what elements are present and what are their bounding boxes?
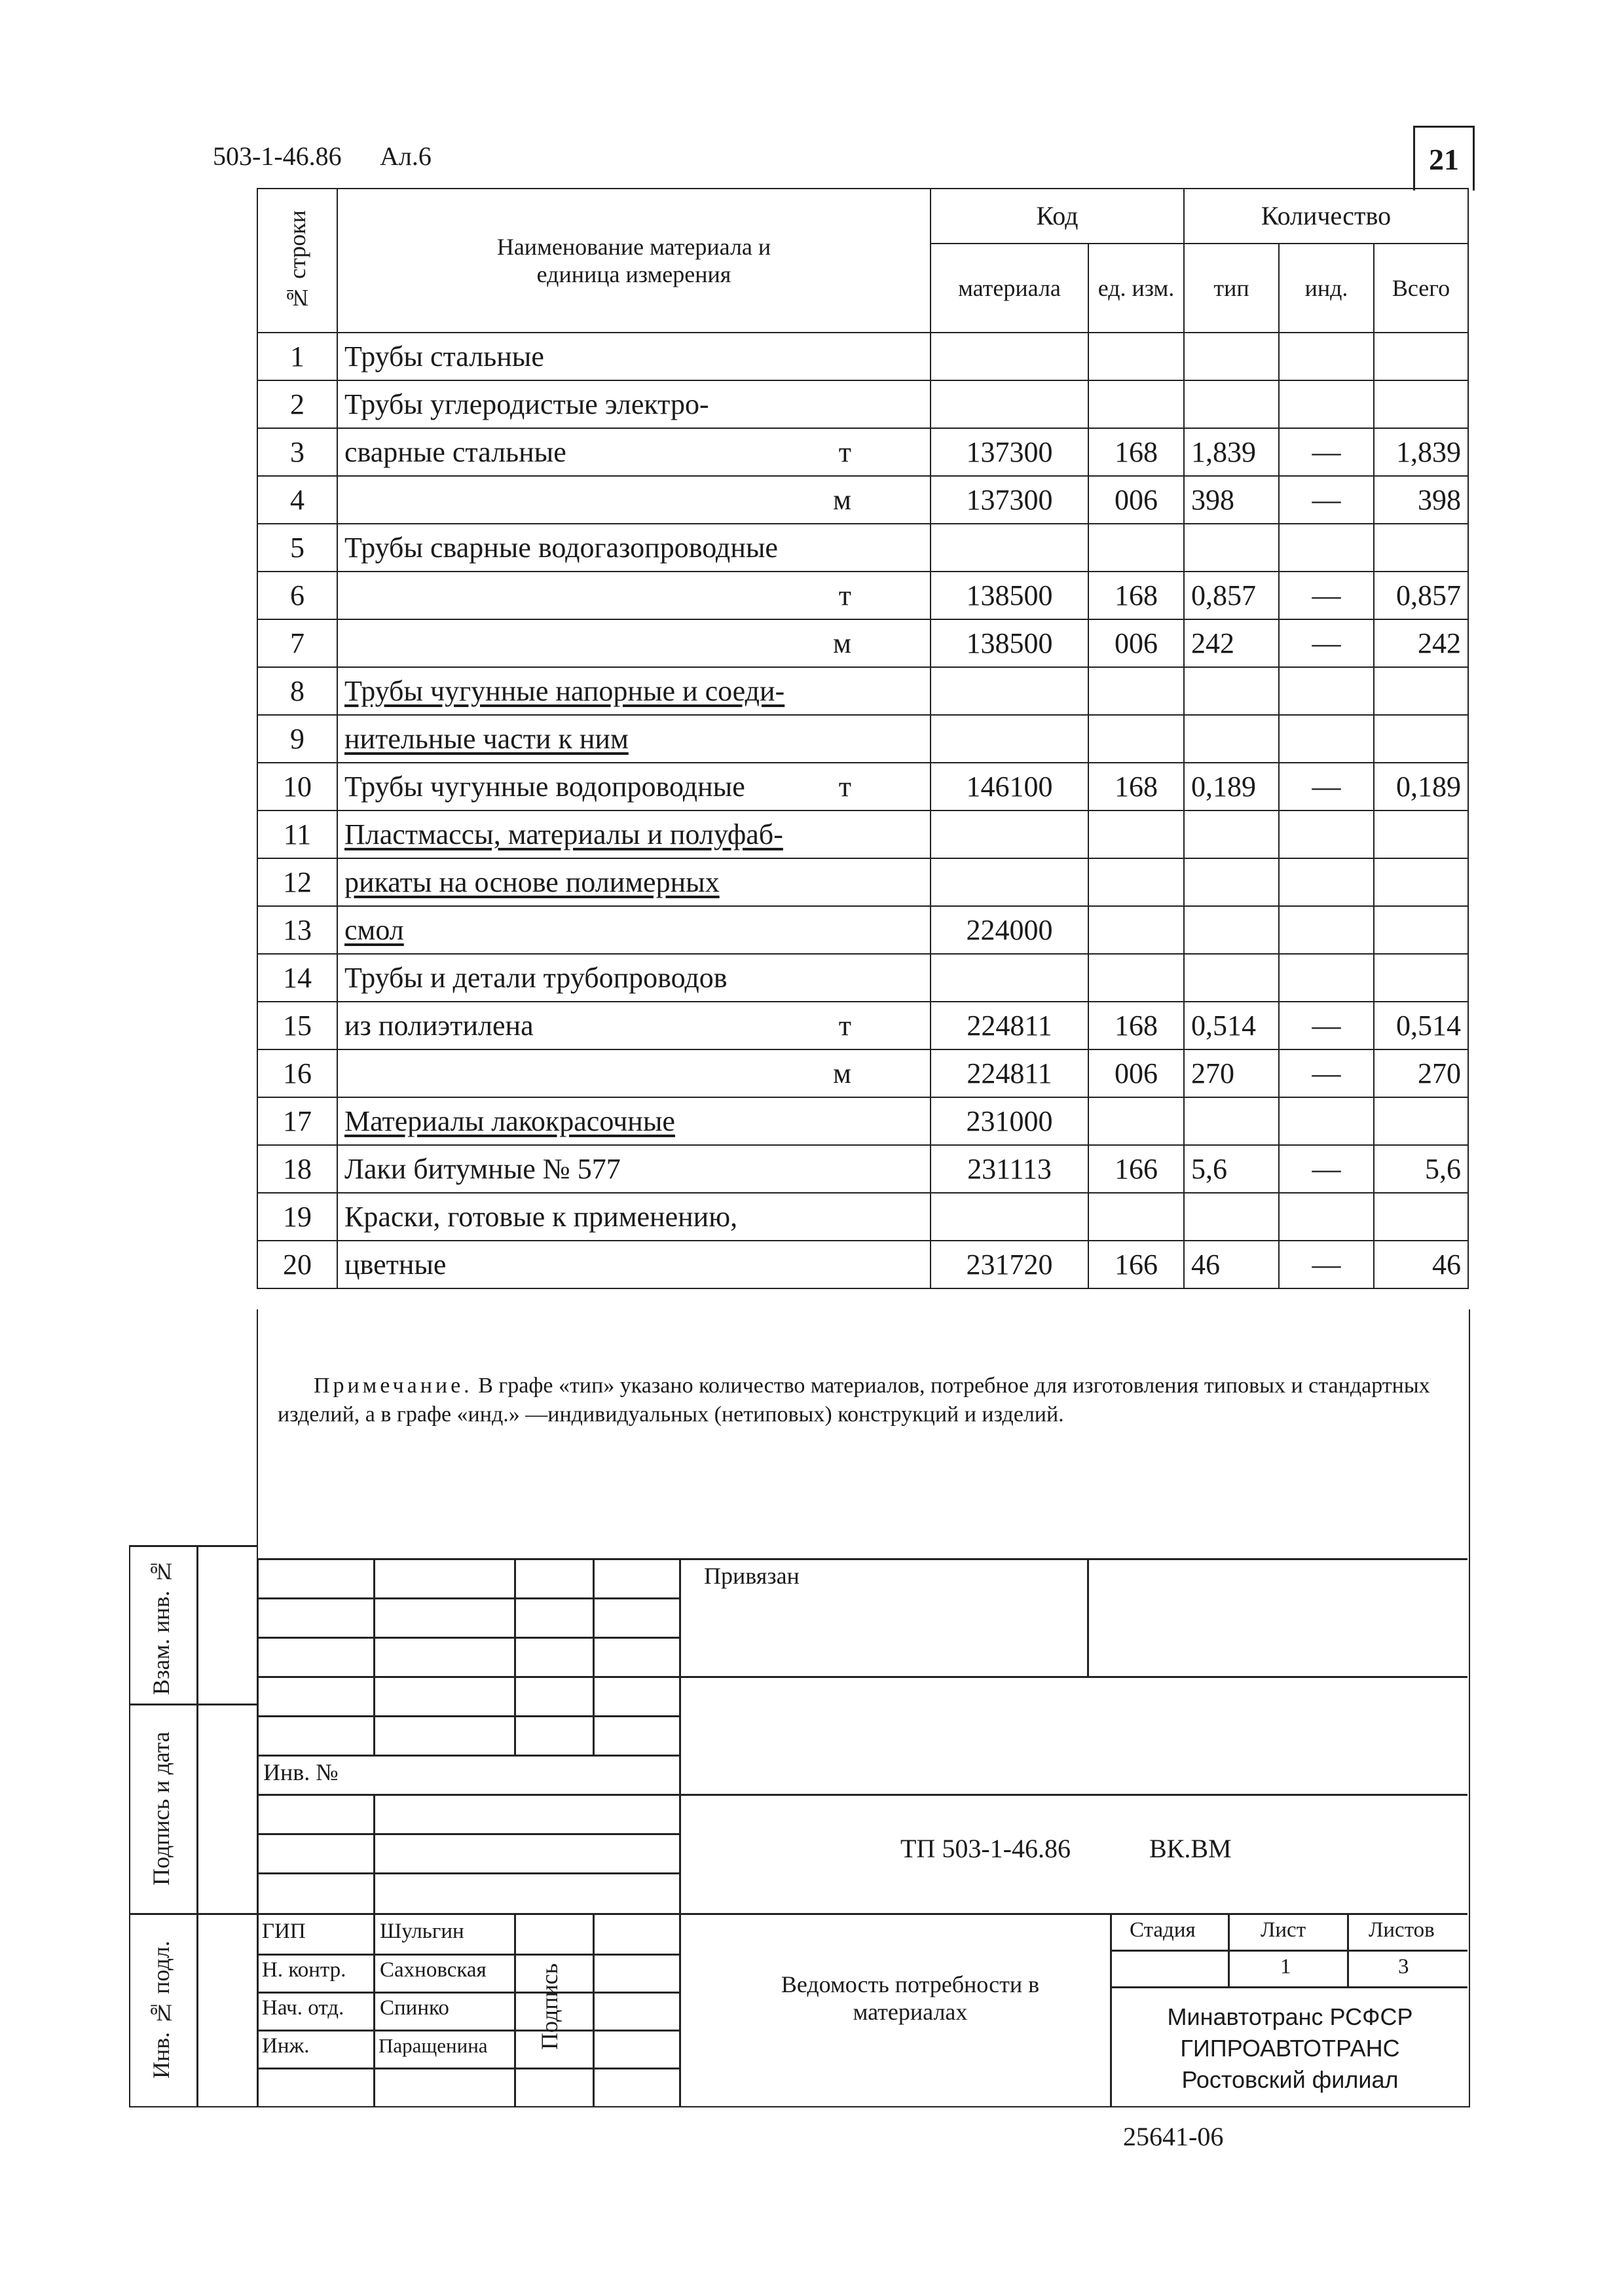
qty-ind <box>1279 811 1374 858</box>
unit-letter <box>851 340 923 373</box>
qty-typ: 46 <box>1184 1241 1279 1288</box>
material-code <box>931 333 1088 380</box>
material-name-cell <box>337 858 931 906</box>
qty-typ: 5,6 <box>1184 1145 1279 1193</box>
row-number: 20 <box>257 1241 337 1288</box>
note <box>278 1372 1456 1429</box>
qty-typ: 242 <box>1184 619 1279 667</box>
unit-letter <box>851 674 923 708</box>
table-row <box>257 763 1468 811</box>
row-number: 3 <box>257 428 337 476</box>
material-name-cell <box>337 715 931 763</box>
qty-ind <box>1279 954 1374 1002</box>
unit-letter <box>851 722 923 756</box>
material-name: Трубы стальные <box>344 340 544 373</box>
qty-total <box>1374 667 1468 715</box>
unit-letter <box>851 961 923 994</box>
material-code: 138500 <box>931 572 1088 619</box>
material-name: Трубы углеродистые электро- <box>344 388 709 420</box>
table-row <box>257 811 1468 858</box>
qty-total <box>1374 380 1468 428</box>
unit-code <box>1088 715 1184 763</box>
name-engineer: Паращенина <box>378 2034 488 2057</box>
material-name-cell <box>337 572 931 619</box>
qty-ind: — <box>1279 1002 1374 1049</box>
unit-letter <box>851 913 923 947</box>
material-code: 224811 <box>931 1049 1088 1097</box>
material-name: Материалы лакокрасочные <box>344 1105 675 1137</box>
material-name: рикаты на основе полимерных <box>344 866 720 898</box>
material-name: Трубы чугунные водопроводные <box>344 771 745 803</box>
unit-code <box>1088 1193 1184 1241</box>
table-row <box>257 1241 1468 1288</box>
note-text: В графе «тип» указано количество материалов, потребное для изготовления типовых и стандартных изделий, а в графе «инд.» —индивидуальных (нетиповых) конструкций и изделий. <box>278 1374 1430 1427</box>
row-number: 2 <box>257 380 337 428</box>
table-row <box>257 572 1468 619</box>
document-title: Ведомость потребности в материалах <box>781 1971 1040 2025</box>
table-row <box>257 906 1468 954</box>
material-name-cell <box>337 763 931 811</box>
material-code <box>931 524 1088 572</box>
qty-total <box>1374 858 1468 906</box>
qty-total: 0,857 <box>1374 572 1468 619</box>
org-institute: ГИПРОАВТОТРАНС <box>1180 2035 1400 2062</box>
material-code: 137300 <box>931 476 1088 524</box>
qty-ind: — <box>1279 1145 1374 1193</box>
qty-ind <box>1279 715 1374 763</box>
org-ministry: Минавтотранс РСФСР <box>1167 2003 1413 2030</box>
document-code: 503-1-46.86 <box>213 141 342 171</box>
qty-total <box>1374 1193 1468 1241</box>
header-material-code: материала <box>931 244 1088 333</box>
qty-total: 242 <box>1374 619 1468 667</box>
material-name-cell <box>337 811 931 858</box>
unit-code: 168 <box>1088 1002 1184 1049</box>
qty-total <box>1374 524 1468 572</box>
qty-total: 0,514 <box>1374 1002 1468 1049</box>
material-name-cell <box>337 1097 931 1145</box>
qty-total: 46 <box>1374 1241 1468 1288</box>
unit-code: 006 <box>1088 1049 1184 1097</box>
table-row <box>257 715 1468 763</box>
unit-letter: т <box>838 436 851 468</box>
unit-letter: т <box>838 579 851 611</box>
header-ind: инд. <box>1279 244 1374 333</box>
qty-total: 398 <box>1374 476 1468 524</box>
qty-ind <box>1279 333 1374 380</box>
unit-code <box>1088 380 1184 428</box>
material-name-cell <box>337 906 931 954</box>
qty-ind <box>1279 858 1374 906</box>
unit-letter <box>851 1104 923 1138</box>
material-code <box>931 811 1088 858</box>
unit-code: 168 <box>1088 428 1184 476</box>
unit-letter: т <box>838 1010 851 1042</box>
qty-typ: 0,857 <box>1184 572 1279 619</box>
material-name: нительные части к ним <box>344 723 629 755</box>
material-name-cell <box>337 619 931 667</box>
material-name: смол <box>344 914 404 946</box>
row-number: 4 <box>257 476 337 524</box>
row-number: 18 <box>257 1145 337 1193</box>
qty-typ: 1,839 <box>1184 428 1279 476</box>
sheet-value: 1 <box>1280 1955 1291 1978</box>
material-code <box>931 954 1088 1002</box>
table-row <box>257 1002 1468 1049</box>
unit-letter: т <box>838 771 851 803</box>
name-gip: Шульгин <box>380 1920 464 1943</box>
row-number: 12 <box>257 858 337 906</box>
qty-typ <box>1184 667 1279 715</box>
material-code: 138500 <box>931 619 1088 667</box>
name-dept-head: Спинко <box>380 1996 449 2020</box>
unit-code: 168 <box>1088 572 1184 619</box>
material-name-cell <box>337 667 931 715</box>
header-row-number: № строки <box>257 189 337 333</box>
side-label-replaced-inv: Взам. инв. № <box>148 1558 174 1696</box>
qty-total <box>1374 906 1468 954</box>
qty-ind: — <box>1279 476 1374 524</box>
table-row <box>257 1193 1468 1241</box>
attached-label: Привязан <box>704 1563 800 1589</box>
sheets-value: 3 <box>1398 1955 1409 1978</box>
qty-ind <box>1279 906 1374 954</box>
table-row <box>257 333 1468 380</box>
role-norm-control: Н. контр. <box>262 1958 346 1982</box>
material-name-cell <box>337 524 931 572</box>
qty-total <box>1374 333 1468 380</box>
unit-code: 006 <box>1088 619 1184 667</box>
material-name: Краски, готовые к применению, <box>344 1201 738 1233</box>
unit-letter <box>851 818 923 851</box>
album-number: Ал.6 <box>380 141 432 171</box>
table-row <box>257 1097 1468 1145</box>
qty-typ <box>1184 811 1279 858</box>
material-name-cell <box>337 1193 931 1241</box>
qty-total <box>1374 1097 1468 1145</box>
material-code: 231000 <box>931 1097 1088 1145</box>
material-name-cell <box>337 1241 931 1288</box>
role-dept-head: Нач. отд. <box>262 1996 344 2020</box>
unit-letter <box>851 866 923 899</box>
material-name-cell <box>337 380 931 428</box>
qty-total: 0,189 <box>1374 763 1468 811</box>
material-code <box>931 715 1088 763</box>
stage-label: Стадия <box>1130 1918 1196 1942</box>
side-label-original-inv: Инв. № подл. <box>148 1941 174 2079</box>
material-code <box>931 1193 1088 1241</box>
qty-total: 1,839 <box>1374 428 1468 476</box>
row-number: 6 <box>257 572 337 619</box>
sheet-label: Лист <box>1261 1918 1306 1942</box>
qty-total: 5,6 <box>1374 1145 1468 1193</box>
table-row <box>257 428 1468 476</box>
material-name: Лаки битумные № 577 <box>344 1153 621 1185</box>
qty-total <box>1374 715 1468 763</box>
role-gip: ГИП <box>262 1920 306 1943</box>
unit-letter <box>851 388 923 421</box>
inv-number-label: Инв. № <box>263 1759 339 1785</box>
material-code: 231113 <box>931 1145 1088 1193</box>
material-name: Трубы сварные водогазопроводные <box>344 532 778 564</box>
qty-typ: 0,514 <box>1184 1002 1279 1049</box>
material-name-cell <box>337 1049 931 1097</box>
material-code <box>931 667 1088 715</box>
unit-code <box>1088 954 1184 1002</box>
qty-total: 270 <box>1374 1049 1468 1097</box>
note-label: Примечание. <box>314 1374 473 1398</box>
side-label-signature-date: Подпись и дата <box>148 1732 174 1886</box>
unit-code <box>1088 1097 1184 1145</box>
qty-ind: — <box>1279 1049 1374 1097</box>
row-number: 17 <box>257 1097 337 1145</box>
header-quantity: Количество <box>1184 189 1468 244</box>
material-name-cell <box>337 428 931 476</box>
table-row <box>257 476 1468 524</box>
unit-code: 006 <box>1088 476 1184 524</box>
qty-typ <box>1184 954 1279 1002</box>
unit-letter <box>851 531 923 564</box>
name-norm-control: Сахновская <box>380 1958 487 1982</box>
qty-total <box>1374 954 1468 1002</box>
qty-ind: — <box>1279 1241 1374 1288</box>
material-code: 224811 <box>931 1002 1088 1049</box>
material-name-cell <box>337 954 931 1002</box>
signature-label: Подпись <box>536 1963 563 2050</box>
unit-letter <box>851 1152 923 1186</box>
qty-typ: 270 <box>1184 1049 1279 1097</box>
material-code <box>931 858 1088 906</box>
qty-typ <box>1184 333 1279 380</box>
row-number: 9 <box>257 715 337 763</box>
table-row <box>257 1049 1468 1097</box>
unit-letter <box>851 1200 923 1233</box>
qty-typ: 398 <box>1184 476 1279 524</box>
qty-total <box>1374 811 1468 858</box>
sheet-number: 21 <box>1413 126 1475 191</box>
table-row <box>257 619 1468 667</box>
qty-typ <box>1184 715 1279 763</box>
unit-code <box>1088 667 1184 715</box>
unit-letter: м <box>833 627 851 659</box>
table-row <box>257 667 1468 715</box>
table-row <box>257 1145 1468 1193</box>
row-number: 16 <box>257 1049 337 1097</box>
qty-ind <box>1279 380 1374 428</box>
table-row <box>257 524 1468 572</box>
material-name-cell <box>337 1002 931 1049</box>
drawing-code: ВК.ВМ <box>1149 1834 1232 1863</box>
material-name: цветные <box>344 1248 447 1281</box>
material-code <box>931 380 1088 428</box>
unit-letter: м <box>833 484 851 516</box>
row-number: 5 <box>257 524 337 572</box>
header-total: Всего <box>1374 244 1468 333</box>
unit-code <box>1088 524 1184 572</box>
qty-typ <box>1184 858 1279 906</box>
row-number: 13 <box>257 906 337 954</box>
qty-typ: 0,189 <box>1184 763 1279 811</box>
row-number: 8 <box>257 667 337 715</box>
table-row <box>257 380 1468 428</box>
material-name: Трубы чугунные напорные и соеди- <box>344 675 785 707</box>
row-number: 15 <box>257 1002 337 1049</box>
qty-typ <box>1184 380 1279 428</box>
row-number: 11 <box>257 811 337 858</box>
note-box <box>257 1309 1470 1558</box>
qty-ind <box>1279 667 1374 715</box>
unit-letter <box>851 1248 923 1281</box>
header-material-name: Наименование материала и единица измерения <box>337 189 931 333</box>
qty-ind <box>1279 524 1374 572</box>
qty-ind <box>1279 1193 1374 1241</box>
material-name: Пластмассы, материалы и полуфаб- <box>344 818 783 850</box>
qty-ind: — <box>1279 619 1374 667</box>
qty-typ <box>1184 1193 1279 1241</box>
unit-code: 168 <box>1088 763 1184 811</box>
qty-ind: — <box>1279 763 1374 811</box>
row-number: 14 <box>257 954 337 1002</box>
header-typ: тип <box>1184 244 1279 333</box>
material-name-cell <box>337 476 931 524</box>
material-code: 231720 <box>931 1241 1088 1288</box>
material-name-cell <box>337 1145 931 1193</box>
org-branch: Ростовский филиал <box>1181 2066 1399 2093</box>
table-row <box>257 954 1468 1002</box>
role-engineer: Инж. <box>262 2034 310 2058</box>
material-name: из полиэтилена <box>344 1010 534 1042</box>
unit-letter: м <box>833 1057 851 1089</box>
row-number: 10 <box>257 763 337 811</box>
header-unit: ед. изм. <box>1088 244 1184 333</box>
header-code: Код <box>931 189 1184 244</box>
qty-typ <box>1184 1097 1279 1145</box>
unit-code: 166 <box>1088 1241 1184 1288</box>
row-number: 7 <box>257 619 337 667</box>
qty-typ <box>1184 524 1279 572</box>
material-name-cell <box>337 333 931 380</box>
unit-code <box>1088 811 1184 858</box>
unit-code <box>1088 906 1184 954</box>
sheets-label: Листов <box>1369 1918 1435 1942</box>
qty-ind <box>1279 1097 1374 1145</box>
material-name: сварные стальные <box>344 436 566 468</box>
row-number: 19 <box>257 1193 337 1241</box>
qty-ind: — <box>1279 572 1374 619</box>
project-code: ТП 503-1-46.86 <box>900 1834 1071 1863</box>
row-number: 1 <box>257 333 337 380</box>
unit-code <box>1088 858 1184 906</box>
table-row <box>257 858 1468 906</box>
material-code: 146100 <box>931 763 1088 811</box>
archive-number: 25641-06 <box>1123 2122 1224 2151</box>
material-code: 137300 <box>931 428 1088 476</box>
materials-table <box>257 188 1469 1289</box>
qty-typ <box>1184 906 1279 954</box>
qty-ind: — <box>1279 428 1374 476</box>
unit-code <box>1088 333 1184 380</box>
unit-code: 166 <box>1088 1145 1184 1193</box>
material-name: Трубы и детали трубопроводов <box>344 962 728 994</box>
material-code: 224000 <box>931 906 1088 954</box>
